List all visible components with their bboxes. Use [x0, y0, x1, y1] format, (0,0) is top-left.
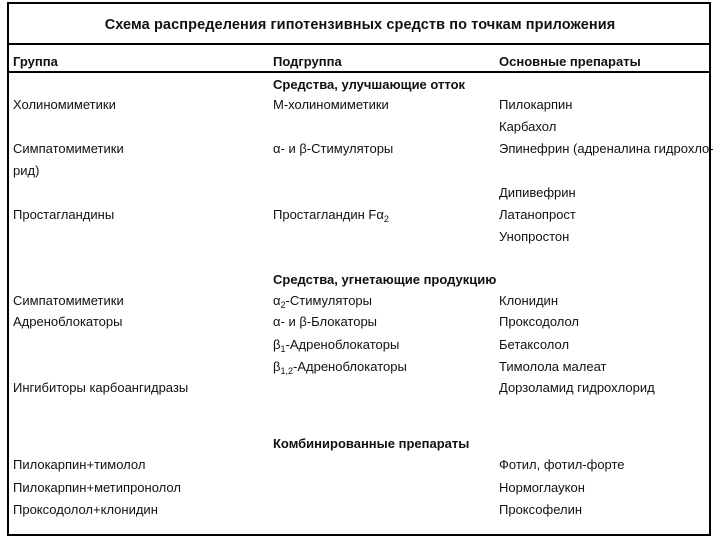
subgroup-cell: [273, 359, 407, 375]
page-title: Схема распределения гипотензивных средств по точкам приложения: [104, 17, 616, 33]
group-cell: Симпатомиметики: [13, 293, 124, 308]
section-heading-production: Средства, угнетающие продукцию: [273, 272, 497, 287]
subgroup-symbol: α: [273, 293, 281, 308]
subgroup-cell: М-холиномиметики: [273, 97, 389, 112]
subgroup-symbol: α: [273, 141, 281, 156]
drug-cell: Проксофелин: [499, 502, 583, 517]
subgroup-cell: α- и β-Блокаторы: [273, 314, 378, 329]
subgroup-subscript: 2: [280, 300, 286, 310]
subgroup-cell: [273, 141, 393, 157]
group-cell: Симпатомиметики: [13, 141, 124, 156]
subgroup-symbol: β: [273, 337, 281, 352]
subgroup-symbol: β: [273, 359, 281, 374]
subgroup-text: Простагландин F: [273, 207, 377, 222]
group-cell: Адреноблокаторы: [13, 314, 123, 329]
drug-cell: Тимолола малеат: [499, 359, 607, 374]
header-divider: [9, 71, 709, 73]
subgroup-subscript: 1,2: [280, 366, 293, 376]
subgroup-text: -Стимуляторы: [285, 293, 372, 308]
subgroup-text: -Адреноблокаторы: [293, 359, 407, 374]
drug-cell: Латанопрост: [499, 207, 576, 222]
group-cell: Пилокарпин+метипронолол: [13, 480, 181, 495]
group-cell: Холиномиметики: [13, 97, 116, 112]
group-cell: Проксодолол+клонидин: [13, 502, 158, 517]
drug-cell: Нормоглаукон: [499, 480, 585, 495]
group-cell: Ингибиторы карбоангидразы: [13, 380, 189, 395]
header-drugs: Основные препараты: [499, 54, 641, 69]
subgroup-symbol: α: [376, 207, 384, 222]
group-cell-continuation: рид): [13, 163, 40, 178]
subgroup-cell: [273, 337, 399, 353]
group-cell: Простагландины: [13, 207, 115, 222]
subgroup-text: - и β-Стимуляторы: [280, 141, 394, 156]
drug-cell: Фотил, фотил-форте: [499, 457, 625, 472]
drug-cell: Клонидин: [499, 293, 559, 308]
subgroup-cell: [273, 293, 372, 309]
drug-cell: Унопростон: [499, 229, 570, 244]
subgroup-subscript: 2: [383, 214, 389, 224]
title-divider: [9, 43, 709, 45]
subgroup-subscript: 1: [280, 344, 286, 354]
drug-cell: Проксодолол: [499, 314, 580, 329]
header-subgroup: Подгруппа: [273, 54, 342, 69]
group-cell: Пилокарпин+тимолол: [13, 457, 146, 472]
drug-cell: Дипивефрин: [499, 185, 576, 200]
section-heading-combined: Комбинированные препараты: [273, 436, 470, 451]
drug-cell: Карбахол: [499, 119, 557, 134]
header-group: Группа: [13, 54, 58, 69]
section-heading-outflow: Средства, улучшающие отток: [273, 77, 466, 92]
drug-cell: Дорзоламид гидрохлорид: [499, 380, 655, 395]
subgroup-cell: [273, 207, 389, 223]
subgroup-text: -Адреноблокаторы: [285, 337, 400, 352]
drug-cell: Бетаксолол: [499, 337, 570, 352]
drug-cell: Эпинефрин (адреналина гидрохло-: [499, 141, 714, 156]
drug-cell: Пилокарпин: [499, 97, 573, 112]
